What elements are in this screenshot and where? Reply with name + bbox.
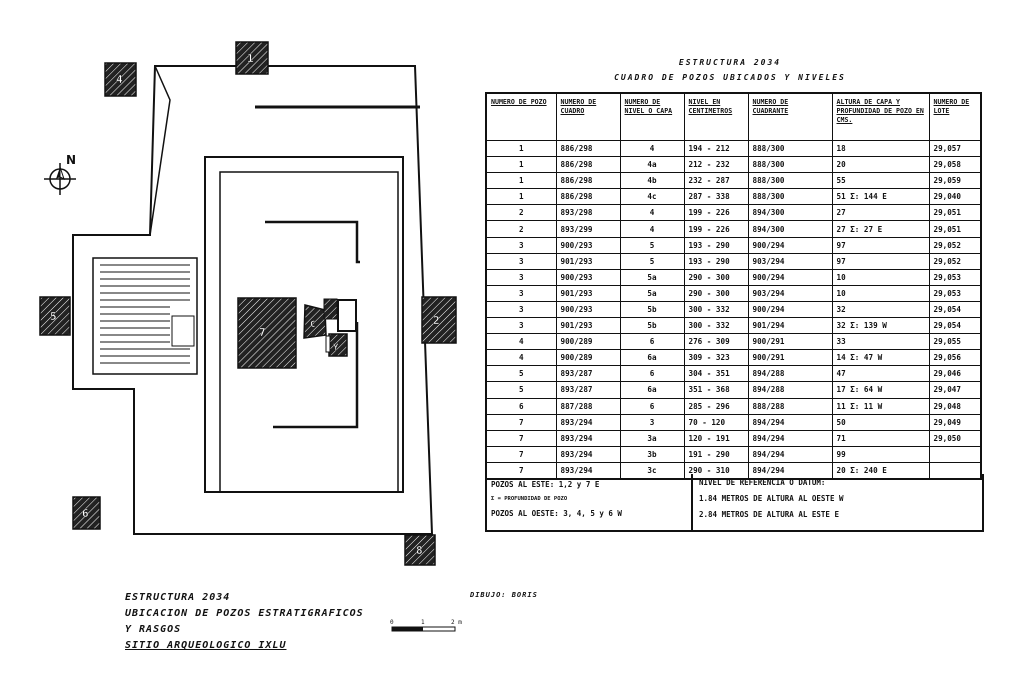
table-cell: 70 - 120 xyxy=(684,414,748,430)
table-cell: 5 xyxy=(486,366,556,382)
sigma-note: Σ = PROFUNDIDAD DE POZO xyxy=(491,496,568,502)
table-cell: 290 - 300 xyxy=(684,269,748,285)
table-cell: 888/300 xyxy=(748,173,832,189)
table-cell: 900/291 xyxy=(748,334,832,350)
table-cell: 18 xyxy=(832,141,929,157)
table-cell: 894/300 xyxy=(748,205,832,221)
table-row xyxy=(486,141,981,157)
table-cell: 99 xyxy=(832,446,929,462)
table-cell: 4c xyxy=(620,189,684,205)
table-cell: 893/294 xyxy=(556,430,620,446)
west-pits-note: POZOS AL OESTE: 3, 4, 5 y 6 W xyxy=(491,509,622,518)
marker-c: C xyxy=(310,320,316,330)
table-cell: 1 xyxy=(486,173,556,189)
table-cell: 1 xyxy=(486,189,556,205)
table-cell: 2 xyxy=(486,221,556,237)
table-cell: 4 xyxy=(486,350,556,366)
site-plan xyxy=(0,0,480,692)
table-cell: 29,053 xyxy=(929,285,981,301)
table-cell: 894/288 xyxy=(748,366,832,382)
table-row xyxy=(486,366,981,382)
table-cell: 900/293 xyxy=(556,301,620,317)
table-cell: 6 xyxy=(620,398,684,414)
table-row xyxy=(486,414,981,430)
table-cell: 888/300 xyxy=(748,141,832,157)
table-cell: 3 xyxy=(486,318,556,334)
table-cell: 903/294 xyxy=(748,285,832,301)
table-cell: 7 xyxy=(486,430,556,446)
east-pits-note: POZOS AL ESTE: 1,2 y 7 E xyxy=(491,480,600,489)
marker-y: Y xyxy=(333,343,339,353)
table-cell: 199 - 226 xyxy=(684,205,748,221)
table-cell: 29,057 xyxy=(929,141,981,157)
table-row xyxy=(486,285,981,301)
table-cell: 901/293 xyxy=(556,253,620,269)
scale-bar xyxy=(390,619,462,631)
table-cell: 33 xyxy=(832,334,929,350)
table-cell: 29,052 xyxy=(929,237,981,253)
table-cell: 193 - 290 xyxy=(684,253,748,269)
table-cell: 6 xyxy=(620,334,684,350)
table-cell: 29,040 xyxy=(929,189,981,205)
table-cell: 29,054 xyxy=(929,318,981,334)
caption-line-3: Y RASGOS xyxy=(125,624,182,635)
table-cell: 29,046 xyxy=(929,366,981,382)
table-cell: 212 - 232 xyxy=(684,157,748,173)
table-cell: 888/288 xyxy=(748,398,832,414)
table-cell: 29,053 xyxy=(929,269,981,285)
table-row xyxy=(486,205,981,221)
table-cell: 893/294 xyxy=(556,414,620,430)
table-cell: 51 Σ: 144 E xyxy=(832,189,929,205)
table-cell: 894/294 xyxy=(748,414,832,430)
table-cell: 6 xyxy=(486,398,556,414)
table-row xyxy=(486,446,981,462)
table-cell: 29,049 xyxy=(929,414,981,430)
table-cell: 5a xyxy=(620,285,684,301)
table-cell: 900/289 xyxy=(556,350,620,366)
table-cell: 290 - 310 xyxy=(684,462,748,479)
table-cell: 50 xyxy=(832,414,929,430)
table-cell: 27 Σ: 27 E xyxy=(832,221,929,237)
table-cell: 71 xyxy=(832,430,929,446)
table-cell: 900/291 xyxy=(748,350,832,366)
table-cell: 887/288 xyxy=(556,398,620,414)
table-cell: 10 xyxy=(832,269,929,285)
table-cell: 3 xyxy=(486,269,556,285)
table-cell: 4a xyxy=(620,157,684,173)
table-cell: 5 xyxy=(620,237,684,253)
caption-line-2: UBICACION DE POZOS ESTRATIGRAFICOS xyxy=(125,608,364,619)
table-cell: 4 xyxy=(620,141,684,157)
table-cell: 3c xyxy=(620,462,684,479)
stairway xyxy=(93,258,197,374)
scale-label-2: 2 m xyxy=(451,619,462,626)
north-arrow-icon xyxy=(44,153,76,195)
table-cell: 4 xyxy=(620,221,684,237)
table-cell: 3 xyxy=(486,301,556,317)
table-cell: 1 xyxy=(486,141,556,157)
table-cell: 5a xyxy=(620,269,684,285)
table-cell: 4 xyxy=(620,205,684,221)
table-cell: 191 - 290 xyxy=(684,446,748,462)
table-cell: 893/299 xyxy=(556,221,620,237)
table-cell: 903/294 xyxy=(748,253,832,269)
datum-east: 2.84 METROS DE ALTURA AL ESTE E xyxy=(699,510,839,519)
table-cell: 29,056 xyxy=(929,350,981,366)
table-cell: 886/298 xyxy=(556,189,620,205)
table-cell: 5 xyxy=(486,382,556,398)
table-cell: 304 - 351 xyxy=(684,366,748,382)
pit-7 xyxy=(238,298,296,368)
table-cell: 29,052 xyxy=(929,253,981,269)
table-cell: 29,059 xyxy=(929,173,981,189)
table-cell: 886/298 xyxy=(556,141,620,157)
table-cell: 29,048 xyxy=(929,398,981,414)
table-cell: 300 - 332 xyxy=(684,301,748,317)
table-row xyxy=(486,430,981,446)
table-cell: 5b xyxy=(620,318,684,334)
table-cell: 7 xyxy=(486,446,556,462)
table-cell: 4b xyxy=(620,173,684,189)
marker-6: 6 xyxy=(82,507,89,520)
table-title: CUADRO DE POZOS UBICADOS Y NIVELES xyxy=(614,73,846,82)
datum-title: NIVEL DE REFERENCIA O DATUM: xyxy=(699,478,826,487)
table-cell: 900/289 xyxy=(556,334,620,350)
pit-levels-table xyxy=(485,92,982,480)
table-cell: 351 - 368 xyxy=(684,382,748,398)
caption-line-1: ESTRUCTURA 2034 xyxy=(125,592,231,603)
table-cell: 32 Σ: 139 W xyxy=(832,318,929,334)
table-cell: 29,058 xyxy=(929,157,981,173)
table-row xyxy=(486,318,981,334)
header-cell: NUMERO DE POZO xyxy=(486,93,556,141)
table-cell: 20 Σ: 240 E xyxy=(832,462,929,479)
caption-line-4: SITIO ARQUEOLOGICO IXLU xyxy=(125,640,287,651)
plan-caption xyxy=(125,590,364,654)
table-cell: 287 - 338 xyxy=(684,189,748,205)
table-cell: 14 Σ: 47 W xyxy=(832,350,929,366)
datum-west: 1.84 METROS DE ALTURA AL OESTE W xyxy=(699,494,844,503)
table-row xyxy=(486,253,981,269)
table-cell: 900/294 xyxy=(748,301,832,317)
table-cell: 886/298 xyxy=(556,157,620,173)
drawn-by: DIBUJO: BORIS xyxy=(470,591,538,599)
table-cell: 894/300 xyxy=(748,221,832,237)
table-cell: 894/294 xyxy=(748,446,832,462)
table-cell: 888/300 xyxy=(748,157,832,173)
marker-5: 5 xyxy=(50,310,57,323)
table-cell: 29,050 xyxy=(929,430,981,446)
table-row xyxy=(486,398,981,414)
table-cell: 193 - 290 xyxy=(684,237,748,253)
table-cell: 194 - 212 xyxy=(684,141,748,157)
table-cell: 900/294 xyxy=(748,237,832,253)
table-row xyxy=(486,334,981,350)
header-cell: NUMERO DE LOTE xyxy=(929,93,981,141)
table-cell: 901/294 xyxy=(748,318,832,334)
table-cell: 232 - 287 xyxy=(684,173,748,189)
table-row xyxy=(486,157,981,173)
table-cell: 276 - 309 xyxy=(684,334,748,350)
table-cell: 29,055 xyxy=(929,334,981,350)
header-cell: ALTURA DE CAPA Y PROFUNDIDAD DE POZO EN CMS. xyxy=(832,93,929,141)
table-cell: 17 Σ: 64 W xyxy=(832,382,929,398)
table-cell: 6 xyxy=(620,366,684,382)
table-cell: 120 - 191 xyxy=(684,430,748,446)
header-cell: NUMERO DE NIVEL O CAPA xyxy=(620,93,684,141)
marker-2: 2 xyxy=(433,314,440,327)
table-cell: 7 xyxy=(486,414,556,430)
table-cell: 3 xyxy=(486,253,556,269)
header-cell: NUMERO DE CUADRO xyxy=(556,93,620,141)
table-cell: 886/298 xyxy=(556,173,620,189)
table-cell: 20 xyxy=(832,157,929,173)
table-cell: 29,047 xyxy=(929,382,981,398)
table-cell: 11 Σ: 11 W xyxy=(832,398,929,414)
table-cell: 97 xyxy=(832,237,929,253)
table-cell: 893/298 xyxy=(556,205,620,221)
table-cell: 29,051 xyxy=(929,221,981,237)
structure-title: ESTRUCTURA 2034 xyxy=(678,58,782,67)
table-cell: 29,051 xyxy=(929,205,981,221)
table-cell: 5 xyxy=(620,253,684,269)
table-cell: 97 xyxy=(832,253,929,269)
table-cell: 1 xyxy=(486,157,556,173)
table-cell: 10 xyxy=(832,285,929,301)
table-cell: 285 - 296 xyxy=(684,398,748,414)
scale-label-1: 1 xyxy=(421,619,425,626)
table-cell: 290 - 300 xyxy=(684,285,748,301)
north-label: N xyxy=(66,153,77,167)
table-cell: 29,054 xyxy=(929,301,981,317)
table-row xyxy=(486,350,981,366)
table-cell: 7 xyxy=(486,462,556,479)
header-cell: NIVEL EN CENTIMETROS xyxy=(684,93,748,141)
table-cell: 27 xyxy=(832,205,929,221)
table-cell: 47 xyxy=(832,366,929,382)
table-cell: 893/287 xyxy=(556,382,620,398)
notes-box xyxy=(485,474,984,532)
table-cell: 6a xyxy=(620,382,684,398)
table-row xyxy=(486,221,981,237)
table-row xyxy=(486,237,981,253)
table-cell: 2 xyxy=(486,205,556,221)
marker-8: 8 xyxy=(416,544,423,557)
table-cell: 900/293 xyxy=(556,237,620,253)
header-cell: NUMERO DE CUADRANTE xyxy=(748,93,832,141)
table-row xyxy=(486,382,981,398)
table-cell: 309 - 323 xyxy=(684,350,748,366)
table-row xyxy=(486,269,981,285)
table-cell: 3 xyxy=(486,237,556,253)
marker-1: 1 xyxy=(247,52,254,65)
table-row xyxy=(486,173,981,189)
table-cell: 894/288 xyxy=(748,382,832,398)
table-header-row xyxy=(486,93,981,141)
table-cell: 55 xyxy=(832,173,929,189)
table-cell: 893/287 xyxy=(556,366,620,382)
table-cell: 894/294 xyxy=(748,430,832,446)
table-cell: 3 xyxy=(486,285,556,301)
table-cell: 888/300 xyxy=(748,189,832,205)
table-cell: 900/293 xyxy=(556,269,620,285)
table-cell: 3a xyxy=(620,430,684,446)
table-cell: 900/294 xyxy=(748,269,832,285)
table-cell: 199 - 226 xyxy=(684,221,748,237)
table-cell: 893/294 xyxy=(556,446,620,462)
table-cell: 901/293 xyxy=(556,285,620,301)
table-row xyxy=(486,189,981,205)
table-cell: 6a xyxy=(620,350,684,366)
marker-7: 7 xyxy=(259,326,266,339)
table-cell: 5b xyxy=(620,301,684,317)
table-cell: 3b xyxy=(620,446,684,462)
table-row xyxy=(486,301,981,317)
table-cell xyxy=(929,446,981,462)
marker-4: 4 xyxy=(116,73,123,86)
table-cell: 893/294 xyxy=(556,462,620,479)
table-cell: 300 - 332 xyxy=(684,318,748,334)
table-cell: 894/294 xyxy=(748,462,832,479)
table-body xyxy=(486,141,981,479)
scale-label-0: 0 xyxy=(390,619,394,626)
table-cell: 3 xyxy=(620,414,684,430)
table-cell: 32 xyxy=(832,301,929,317)
table-cell: 901/293 xyxy=(556,318,620,334)
table-cell: 4 xyxy=(486,334,556,350)
